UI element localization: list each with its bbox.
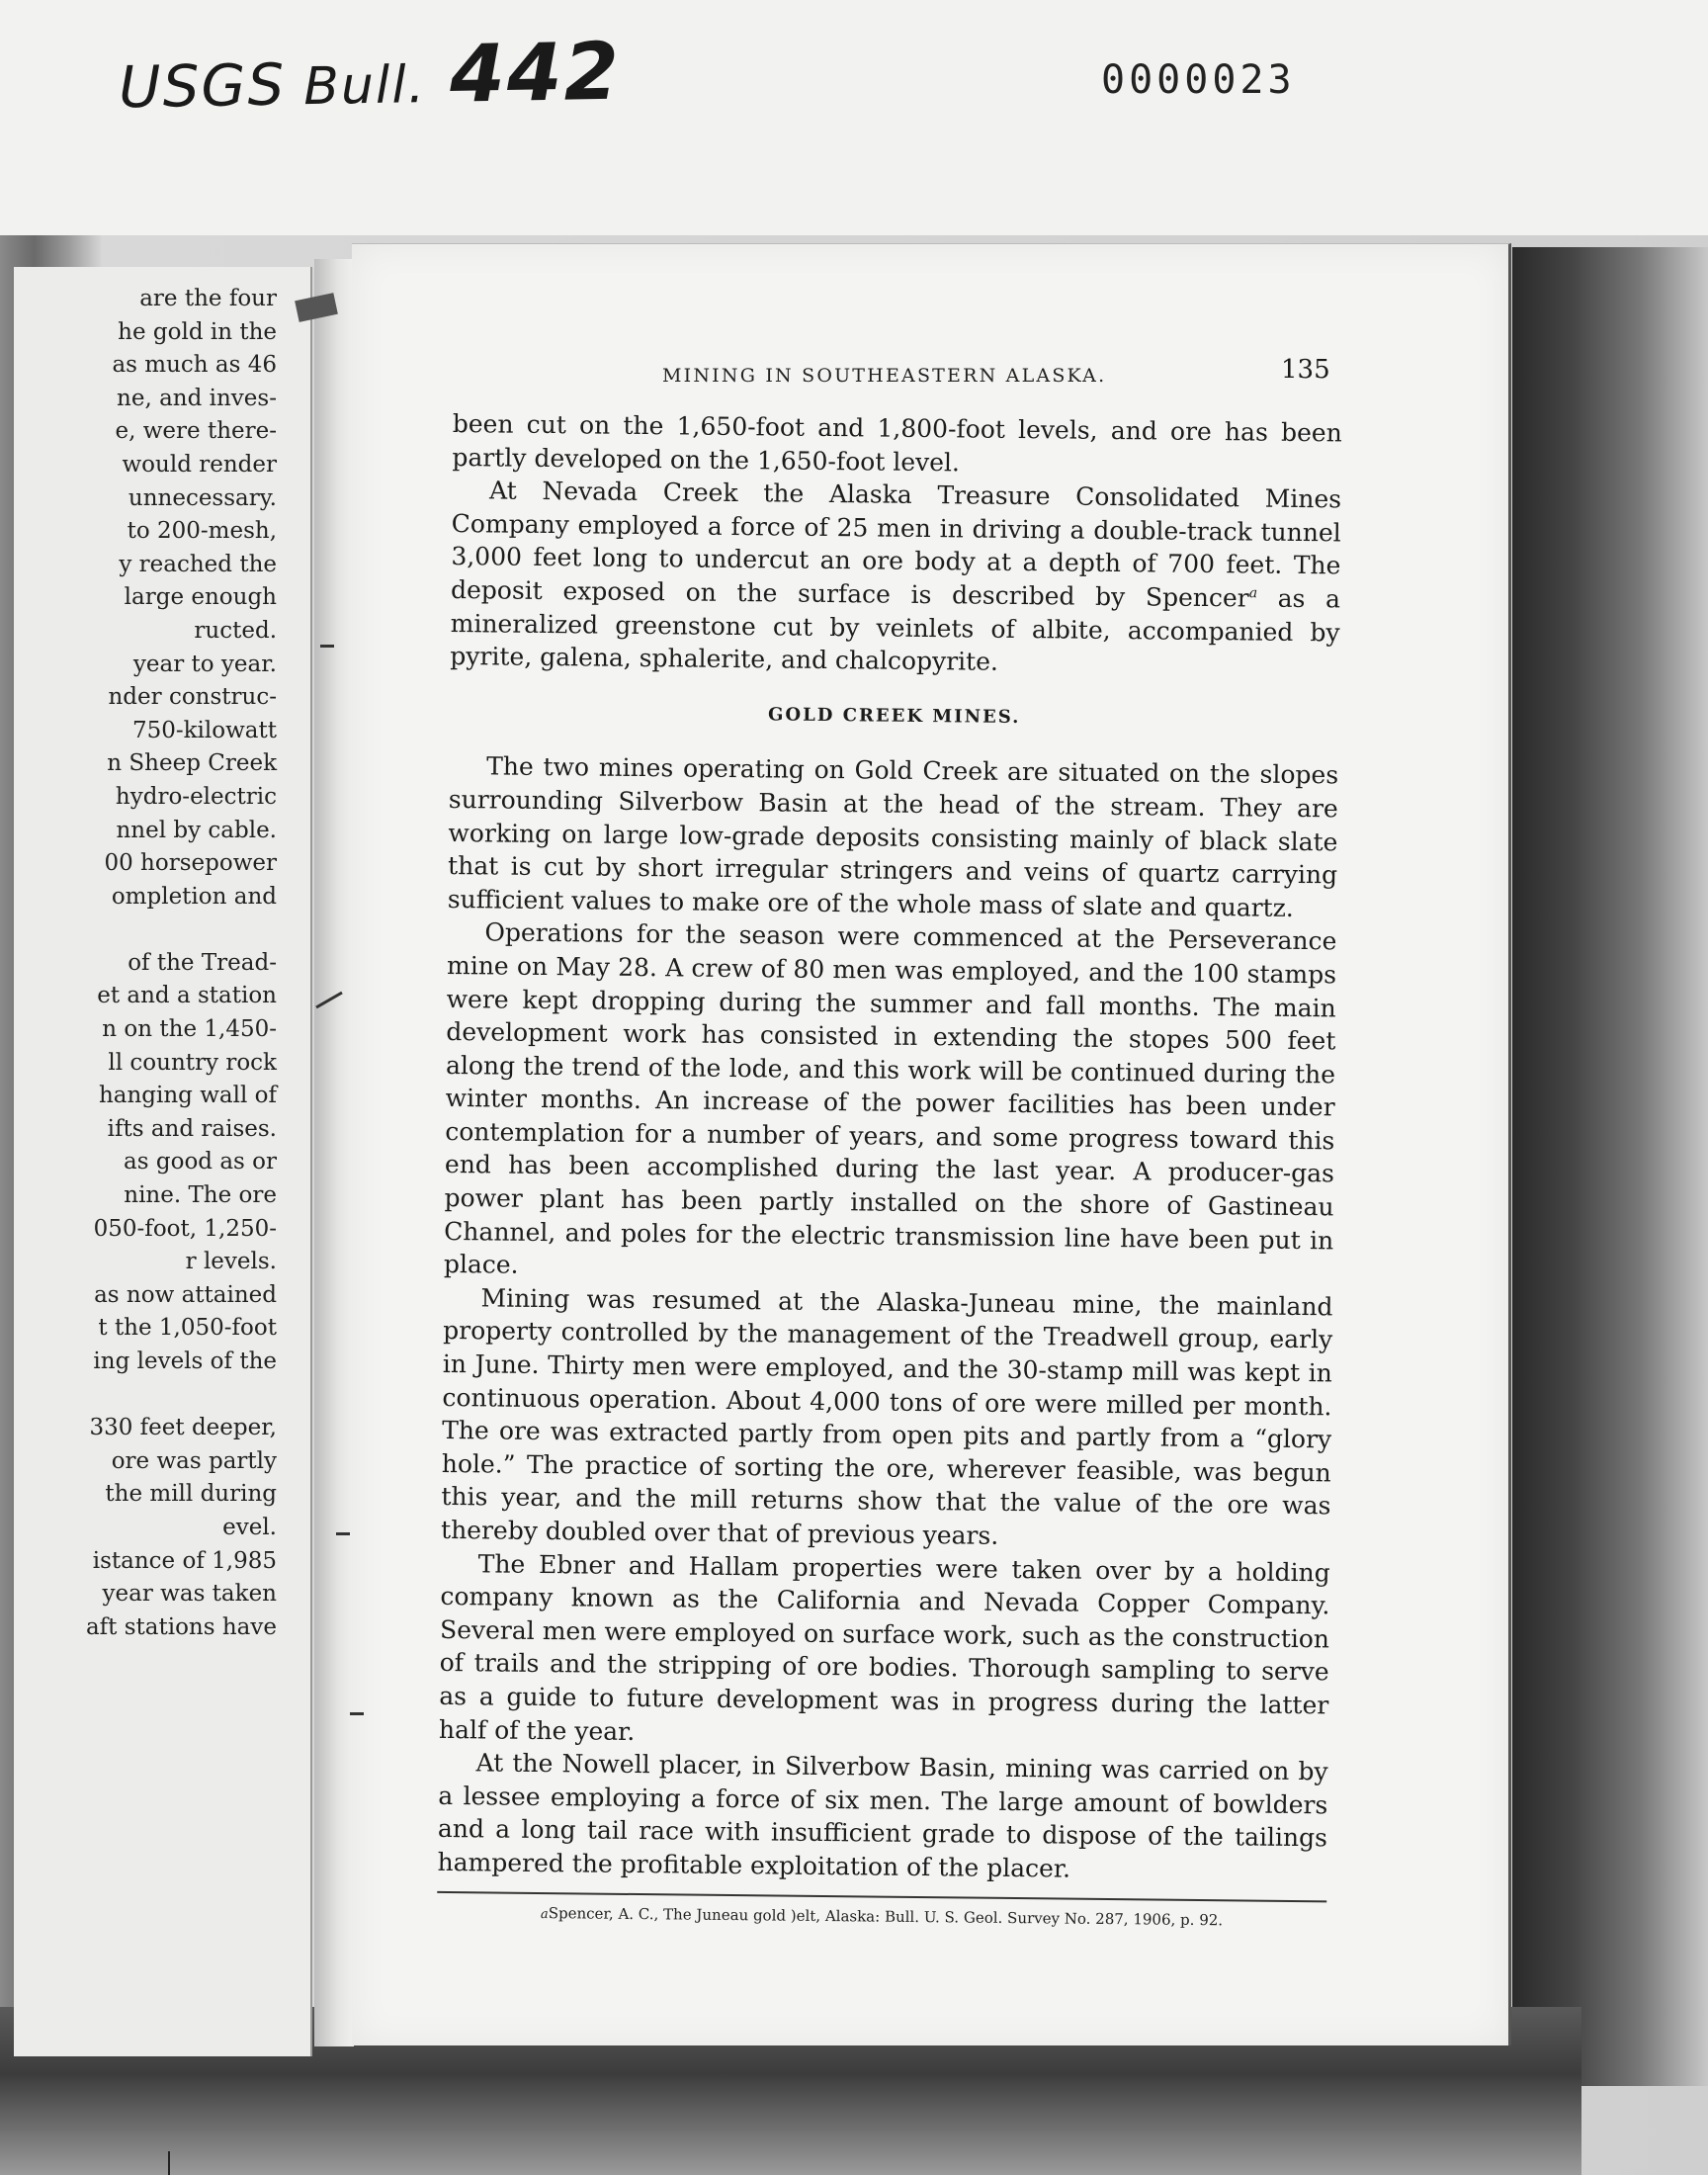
left-page-line: 00 horsepower — [104, 850, 277, 877]
left-page-line: year to year. — [132, 651, 277, 677]
left-page-line: the mill during — [105, 1481, 277, 1508]
paragraph-7: At the Nowell placer, in Silverbow Basin, mining was carried on by a lessee employing a force of six men. The large amount of bowlders and a long tail race with insufficient grade to dispose of the tailings hampered the profitable exploitation of the placer. — [437, 1748, 1328, 1883]
left-page-line: n Sheep Creek — [107, 750, 277, 777]
section-heading: GOLD CREEK MINES. — [767, 704, 1021, 728]
left-page-line: nine. The ore — [124, 1182, 277, 1209]
footnote-marker: a — [540, 1906, 549, 1922]
body-text — [437, 407, 1342, 1934]
left-page-line: year was taken — [102, 1581, 277, 1608]
left-page-line: 330 feet deeper, — [89, 1415, 277, 1441]
footnote — [437, 1900, 1326, 1933]
scan-edge-mark — [168, 2151, 170, 2175]
left-page-line: would render — [122, 451, 277, 478]
left-page-line: as now attained — [94, 1281, 277, 1308]
left-page-line: nder construc- — [108, 684, 277, 711]
left-page-line: ore was partly — [111, 1447, 277, 1474]
binding-tick-mark — [350, 1712, 364, 1715]
handwritten-annotation — [118, 26, 622, 127]
left-page-line: 050-foot, 1,250- — [93, 1215, 277, 1242]
left-page-line: istance of 1,985 — [92, 1547, 277, 1574]
paragraph-2 — [450, 474, 1341, 682]
handwritten-bull: Bull. — [302, 55, 427, 118]
footnote-rule — [437, 1890, 1326, 1901]
paragraph-4: Operations for the season were commenced at the Perseverance mine on May 28. A crew of 80 men was employed, and the 100 stamps were kept dropping during the summer and fall months. The main development work has consisted in extending the stopes 500 feet along the trend of the lode, and this work will be continued during the winter months. An increase of the power facilities has been under contemplation for a number of years, and some progress toward this end has been accomplished during the last year. A producer-gas power plant has been partly installed on the shore of Gastineau Channel, and poles for the electric transmission line have been put in place. — [443, 917, 1337, 1279]
handwritten-series: USGS — [118, 50, 287, 122]
footnote-reference: a — [1248, 585, 1258, 602]
left-page-line: to 200-mesh, — [127, 518, 277, 545]
left-page-line: r levels. — [185, 1249, 277, 1275]
running-head: MINING IN SOUTHEASTERN ALASKA. — [662, 365, 1107, 387]
paragraph-6: The Ebner and Hallam properties were taken over by a holding company known as the California and Nevada Copper Company. Several men were employed on surface work, such as the construction of trails and the stripping of ore bodies. Thorough sampling to serve as a guide to future development was in progress during the latter half of the year. — [438, 1548, 1330, 1746]
binding-tick-mark — [336, 1532, 350, 1535]
paragraph-2-text: At Nevada Creek the Alaska Treasure Consolidated Mines Company employed a force of 25 men in driving a double-track tunnel 3,000 feet long to undercut an ore body at a depth of 700 feet. The deposit exposed on the surface is described by Spencer — [450, 476, 1342, 613]
left-page-line: ifts and raises. — [107, 1115, 277, 1142]
book-gutter — [314, 259, 354, 2046]
left-page-line: evel. — [222, 1514, 277, 1540]
left-page-line: hanging wall of — [98, 1083, 277, 1109]
left-page-line: large enough — [124, 584, 277, 611]
left-page-line — [10, 1379, 306, 1413]
scan-right-shadow — [1512, 247, 1708, 2086]
left-page-line: et and a station — [97, 983, 277, 1009]
left-page-line: 750-kilowatt — [131, 717, 277, 743]
left-page-line: are the four — [139, 286, 277, 311]
left-page-line: ructed. — [194, 617, 277, 644]
paragraph-1: been cut on the 1,650-foot and 1,800-foot levels, and ore has been partly developed on the 1,650-foot level. — [452, 408, 1342, 477]
left-page-line: he gold in the — [118, 318, 277, 345]
page-number: 135 — [1281, 355, 1330, 385]
left-page-line: as good as or — [124, 1149, 277, 1175]
left-page-text — [10, 283, 306, 1644]
handwritten-number: 442 — [449, 25, 622, 121]
left-page-line — [10, 914, 306, 947]
paragraph-2-text-cont: as a mineralized greenstone cut by veinlets of albite, accompanied by pyrite, galena, sphalerite, and chalcopyrite. — [450, 583, 1341, 676]
footnote-text: Spencer, A. C., The Juneau gold )elt, Alaska: Bull. U. S. Geol. Survey No. 287, 1906, p. 92. — [548, 1903, 1224, 1929]
left-page-line: ompletion and — [111, 883, 277, 910]
paragraph-5: Mining was resumed at the Alaska-Juneau mine, the mainland property controlled by the management of the Treadwell group, early in June. Thirty men were employed, and the 30-stamp mill was kept in continuous operation. About 4,000 tons of ore were milled per month. The ore was extracted partly from open pits and partly from a “glory hole.” The practice of sorting the ore, wherever feasible, was begun this year, and the mill returns show that the value of the ore was thereby doubled over that of previous years. — [440, 1283, 1333, 1550]
main-page — [352, 243, 1511, 2045]
paragraph-3: The two mines operating on Gold Creek are situated on the slopes surrounding Silverbow Basin at the head of the stream. They are working on large low-grade deposits consisting mainly of black slate that is cut by short irregular stringers and veins of quartz carrying sufficient values to make ore of the whole mass of slate and quartz. — [447, 751, 1339, 922]
document-number: 0000023 — [1101, 57, 1296, 103]
left-page-line: aft stations have — [85, 1613, 277, 1640]
left-page-line: of the Tread- — [128, 949, 277, 976]
left-page-line: t the 1,050-foot — [98, 1315, 277, 1342]
left-page-line: as much as 46 — [112, 352, 277, 379]
left-page-line: ne, and inves- — [117, 385, 277, 411]
left-page-line: e, were there- — [115, 418, 277, 445]
left-page-line: n on the 1,450- — [102, 1016, 277, 1043]
left-page-line: y reached the — [119, 551, 277, 577]
left-page-line: hydro-electric — [115, 783, 277, 810]
left-page-line: nnel by cable. — [116, 817, 277, 843]
left-page-line: unnecessary. — [128, 484, 277, 511]
binding-tick-mark — [320, 645, 334, 648]
left-page-line: ll country rock — [108, 1049, 277, 1076]
left-page-line: ing levels of the — [93, 1348, 277, 1374]
